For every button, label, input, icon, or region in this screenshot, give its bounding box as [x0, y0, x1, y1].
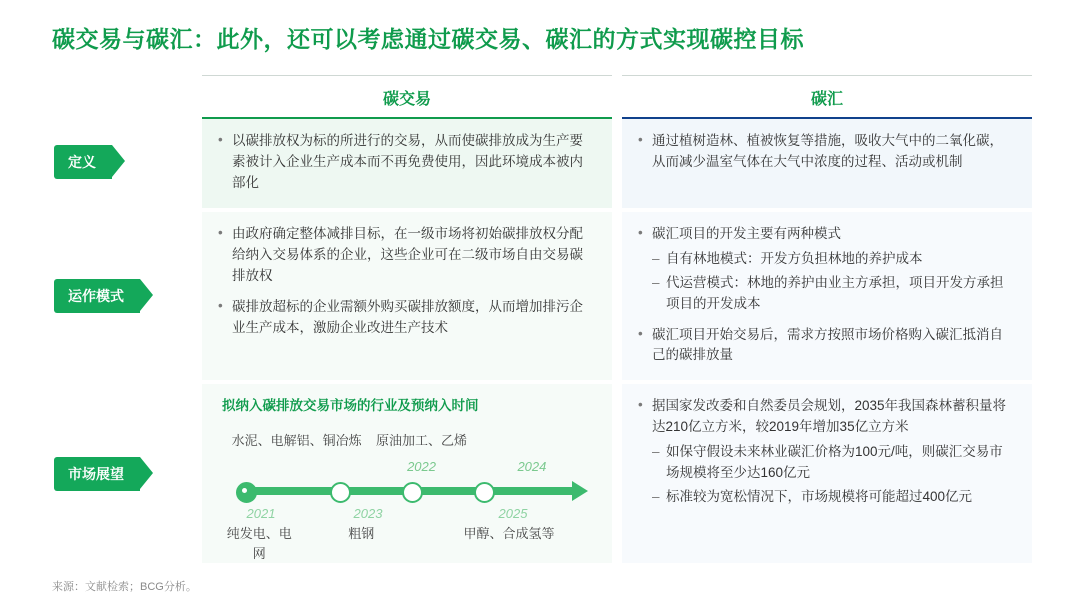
list-item: • 以碳排放权为标的所进行的交易，从而使碳排放成为生产要素被计入企业生产成本而不再免费使用，因此环境成本被内部化 [218, 131, 596, 194]
timeline-node [474, 482, 495, 503]
table-row-operating-model [52, 212, 1042, 381]
list-item [638, 224, 1016, 315]
page-title: 碳交易与碳汇：此外，还可以考虑通过碳交易、碳汇的方式实现碳控目标 [52, 26, 804, 52]
list-item: • 通过植树造林、植被恢复等措施，吸收大气中的二氧化碳，从而减少温室气体在大气中浓度的过程、活动或机制 [638, 131, 1016, 173]
timeline-year: 2021 [246, 505, 276, 521]
row-label-definition: 定义 [54, 145, 112, 179]
list-item: • 碳汇项目开始交易后，需求方按照市场价格购入碳汇抵消自己的碳排放量 [638, 325, 1016, 367]
timeline-bottom-labels [224, 524, 590, 564]
column-header-carbon-sink-text: 碳汇 [810, 91, 843, 109]
column-headers [202, 75, 1042, 117]
cell-market-outlook-sink [622, 384, 1032, 563]
source-note: 来源：文献检索；BCG分析。 [52, 581, 197, 593]
sub-list-item: – 标准较为宽松情况下，市场规模将可能超过400亿元 [652, 487, 1016, 508]
timeline-top-labels [224, 431, 590, 451]
list-item: • 碳排放超标的企业需额外购买碳排放额度，从而增加排污企业生产成本，激励企业改进生产技术 [218, 297, 596, 339]
timeline-bottom-label: 纯发电、电网 [226, 525, 292, 561]
timeline-year: 2024 [517, 459, 547, 475]
timeline-heading: 拟纳入碳排放交易市场的行业及预纳入时间 [222, 398, 479, 414]
timeline-bottom-label: 粗钢 [348, 525, 375, 541]
cell-operating-model-trading [202, 212, 612, 381]
timeline-top-years [224, 457, 590, 477]
row-label-cell [52, 117, 202, 208]
sub-list-item: – 如保守假设未来林业碳汇价格为100元/吨，则碳汇交易市场规模将至少达160亿元 [652, 442, 1016, 484]
timeline-arrow-icon [572, 481, 588, 501]
timeline-node [330, 482, 351, 503]
row-label-cell [52, 384, 202, 563]
cell-definition-trading [202, 117, 612, 208]
list-item: • 由政府确定整体减排目标，在一级市场将初始碳排放权分配给纳入交易体系的企业，这些企业可在二级市场自由交易碳排放权 [218, 224, 596, 287]
column-header-carbon-sink [622, 75, 1032, 117]
timeline-node [402, 482, 423, 503]
timeline-track [224, 480, 590, 502]
sub-list-item: – 代运营模式：林地的养护由业主方承担，项目开发方承担项目的开发成本 [652, 273, 1016, 315]
sub-list-item: – 自有林地模式：开发方负担林地的养护成本 [652, 249, 1016, 270]
timeline-year: 2022 [407, 459, 436, 475]
row-label-market-outlook: 市场展望 [54, 457, 140, 491]
timeline-year: 2025 [498, 505, 528, 521]
timeline [218, 431, 596, 561]
cell-definition-sink [622, 117, 1032, 208]
row-label-operating-model: 运作模式 [54, 279, 140, 313]
comparison-table [52, 75, 1042, 563]
column-header-carbon-trading: 碳交易 [202, 75, 612, 117]
timeline-top-label: 原油加工、乙烯 [376, 433, 468, 449]
table-row-definition [52, 117, 1042, 208]
list-item-text: 据国家发改委和自然委员会规划，2035年我国森林蓄积量将达210亿立方米，较2019年增加35亿立方米 [652, 398, 1007, 435]
timeline-year [224, 457, 369, 477]
timeline-bottom-label: 甲醇、合成氢等 [463, 525, 555, 541]
timeline-top-label: 水泥、电解铝、铜冶炼 [231, 433, 362, 449]
timeline-year: 2023 [353, 505, 383, 521]
list-item-text: 碳汇项目的开发主要有两种模式 [652, 225, 841, 241]
row-label-cell [52, 212, 202, 381]
list-item [638, 396, 1016, 508]
cell-market-outlook-trading [202, 384, 612, 563]
cell-operating-model-sink [622, 212, 1032, 381]
timeline-node [236, 482, 257, 503]
timeline-bottom-years [224, 504, 590, 524]
timeline-top-label [474, 431, 590, 451]
table-row-market-outlook [52, 384, 1042, 563]
